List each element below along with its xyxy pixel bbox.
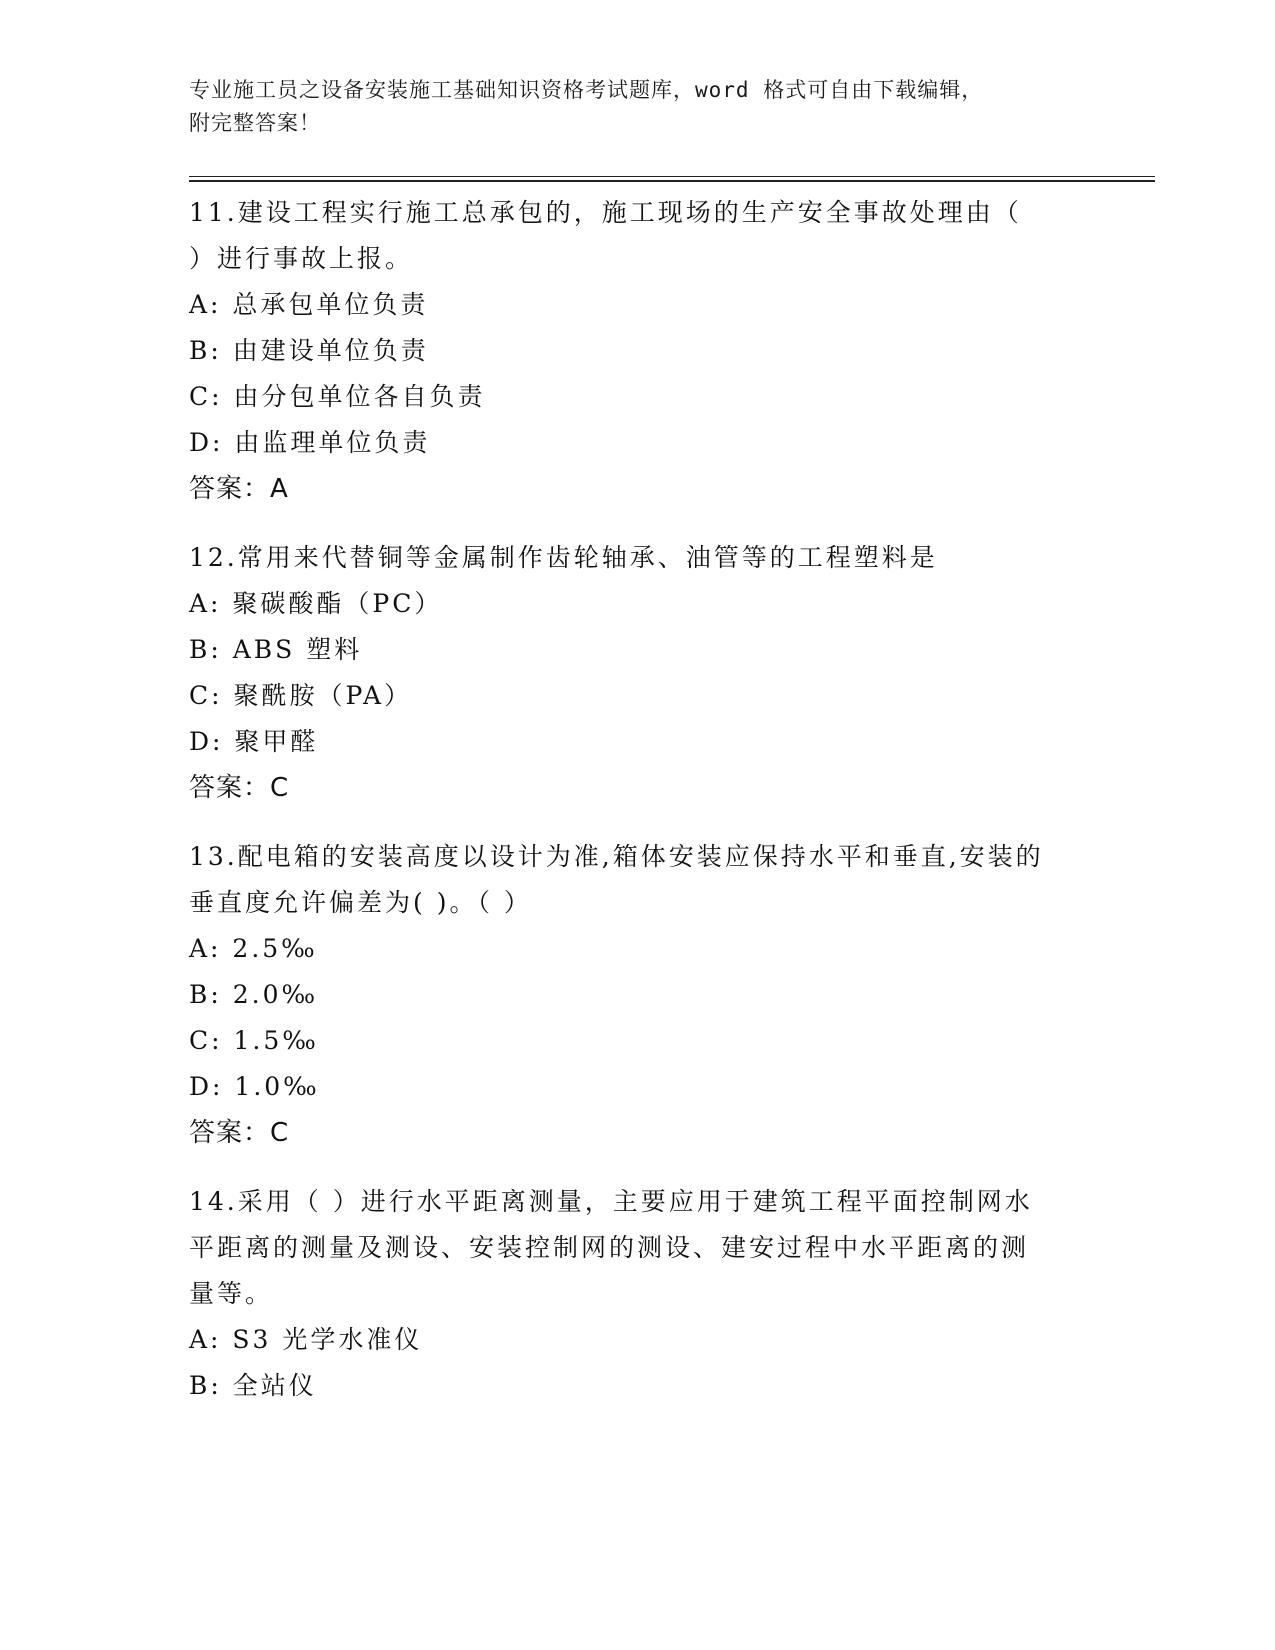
question-list <box>189 190 1089 1432</box>
option-b: B: 2.0‰ <box>189 980 319 1009</box>
option-c: C: 1.5‰ <box>189 1026 319 1055</box>
header-divider-thin <box>189 176 1155 177</box>
option-a: A: 2.5‰ <box>189 934 318 963</box>
option-d: D: 1.0‰ <box>189 1072 320 1101</box>
header-line-2: 附完整答案！ <box>189 111 321 135</box>
question-stem-line: 垂直度允许偏差为( )。（ ） <box>189 888 532 917</box>
option-a: A: 聚碳酸酯（PC） <box>189 589 443 618</box>
question-14 <box>189 1179 1089 1409</box>
question-11 <box>189 190 1089 512</box>
option-b: B: 全站仪 <box>189 1371 317 1400</box>
answer: 答案：C <box>189 773 290 803</box>
header-line-1: 专业施工员之设备安装施工基础知识资格考试题库，word 格式可自由下载编辑， <box>189 78 984 102</box>
header-divider-thick <box>189 180 1155 182</box>
option-c: C: 由分包单位各自负责 <box>189 382 486 411</box>
option-d: D: 聚甲醛 <box>189 727 319 756</box>
question-13 <box>189 834 1089 1156</box>
question-stem-line: 量等。 <box>189 1279 274 1308</box>
question-stem-line: 12.常用来代替铜等金属制作齿轮轴承、油管等的工程塑料是 <box>189 543 938 572</box>
question-stem-line: 14.采用（ ）进行水平距离测量，主要应用于建筑工程平面控制网水 <box>189 1187 1033 1216</box>
option-a: A: 总承包单位负责 <box>189 290 429 319</box>
question-stem-line: 13.配电箱的安装高度以设计为准,箱体安装应保持水平和垂直,安装的 <box>189 842 1044 871</box>
option-d: D: 由监理单位负责 <box>189 428 431 457</box>
question-stem-line: 平距离的测量及测设、安装控制网的测设、建安过程中水平距离的测 <box>189 1233 1030 1262</box>
question-stem-line: 11.建设工程实行施工总承包的，施工现场的生产安全事故处理由（ <box>189 198 1022 227</box>
option-b: B: 由建设单位负责 <box>189 336 429 365</box>
option-b: B: ABS 塑料 <box>189 635 363 664</box>
document-header <box>189 74 1089 140</box>
answer: 答案：A <box>189 474 289 504</box>
question-12 <box>189 535 1089 811</box>
question-stem-line: ）进行事故上报。 <box>189 244 414 273</box>
option-c: C: 聚酰胺（PA） <box>189 681 413 710</box>
option-a: A: S3 光学水准仪 <box>189 1325 423 1354</box>
answer: 答案：C <box>189 1118 290 1148</box>
